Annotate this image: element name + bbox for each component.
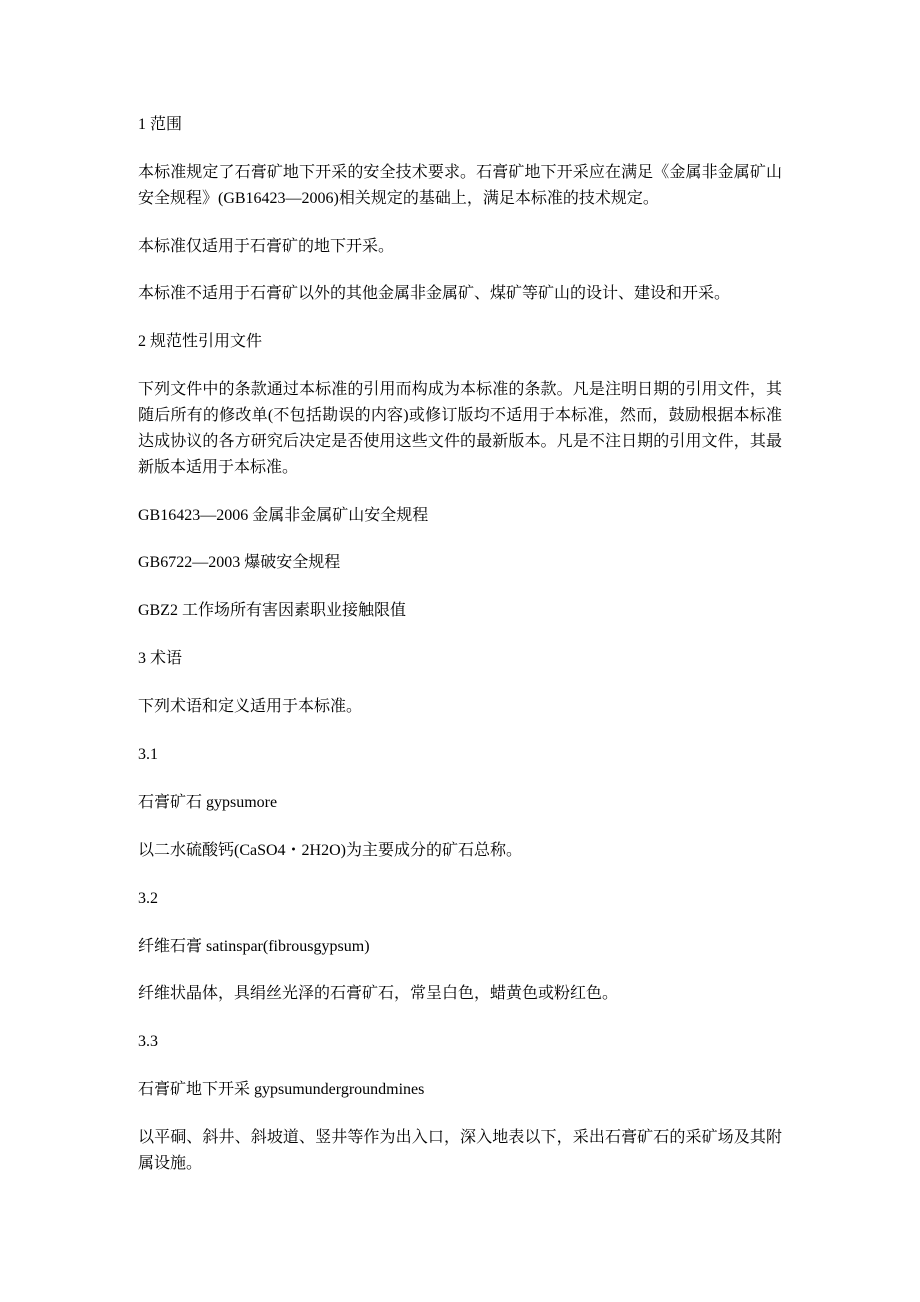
term-title <box>138 790 782 816</box>
section-heading <box>138 646 782 672</box>
term-definition-line: 以平硐、斜井、斜坡道、竖井等作为出入口，深入地表以下，采出石膏矿石的采矿场及其附 <box>138 1129 782 1147</box>
term-number <box>138 1029 782 1055</box>
paragraph-line: 下列文件中的条款通过本标准的引用而构成为本标准的条款。凡是注明日期的引用文件，其 <box>138 381 782 399</box>
term-number-text: 3.2 <box>138 889 158 907</box>
term-title-text: 石膏矿石 gypsumore <box>138 793 278 811</box>
paragraph <box>138 160 782 212</box>
paragraph <box>138 281 782 307</box>
reference-text: GB6722—2003 爆破安全规程 <box>138 554 341 572</box>
paragraph <box>138 694 782 720</box>
section-heading-text: 1 范围 <box>138 116 183 133</box>
reference-text: GBZ2 工作场所有害因素职业接触限值 <box>138 602 407 620</box>
section-heading-text: 2 规范性引用文件 <box>138 333 263 351</box>
reference-item <box>138 550 782 576</box>
paragraph-line: 安全规程》(GB16423—2006)相关规定的基础上，满足本标准的技术规定。 <box>138 189 659 207</box>
paragraph-line: 下列术语和定义适用于本标准。 <box>138 698 363 716</box>
term-number-text: 3.3 <box>138 1033 158 1051</box>
term-title-text: 石膏矿地下开采 gypsumundergroundmines <box>138 1081 425 1099</box>
term-definition-line: 纤维状晶体，具绢丝光泽的石膏矿石，常呈白色，蜡黄色或粉红色。 <box>138 985 619 1003</box>
reference-item <box>138 598 782 624</box>
section-heading <box>138 329 782 355</box>
paragraph-line: 本标准规定了石膏矿地下开采的安全技术要求。石膏矿地下开采应在满足《金属非金属矿山 <box>138 163 782 181</box>
paragraph <box>138 377 782 480</box>
term-definition-line: 以二水硫酸钙(CaSO4・2H2O)为主要成分的矿石总称。 <box>138 841 522 859</box>
term-number <box>138 742 782 768</box>
reference-item <box>138 503 782 529</box>
term-title <box>138 1077 782 1103</box>
term-definition-line: 属设施。 <box>138 1154 203 1172</box>
paragraph-line: 随后所有的修改单(不包括勘误的内容)或修订版均不适用于本标准，然而，鼓励根据本标准 <box>138 407 782 425</box>
term-title-text: 纤维石膏 satinspar(fibrousgypsum) <box>138 937 370 955</box>
reference-text: GB16423—2006 金属非金属矿山安全规程 <box>138 506 429 524</box>
term-title <box>138 934 782 960</box>
paragraph-line: 本标准仅适用于石膏矿的地下开采。 <box>138 237 395 255</box>
paragraph-line: 新版本适用于本标准。 <box>138 458 299 476</box>
paragraph-line: 达成协议的各方研究后决定是否使用这些文件的最新版本。凡是不注日期的引用文件，其最 <box>138 432 782 450</box>
term-number <box>138 886 782 912</box>
term-definition <box>138 838 782 864</box>
section-heading-text: 3 术语 <box>138 650 183 668</box>
paragraph <box>138 234 782 260</box>
term-definition <box>138 1125 782 1177</box>
section-heading <box>138 112 782 138</box>
term-number-text: 3.1 <box>138 745 158 763</box>
document-page <box>138 112 782 1199</box>
paragraph-line: 本标准不适用于石膏矿以外的其他金属非金属矿、煤矿等矿山的设计、建设和开采。 <box>138 285 731 303</box>
term-definition <box>138 981 782 1007</box>
